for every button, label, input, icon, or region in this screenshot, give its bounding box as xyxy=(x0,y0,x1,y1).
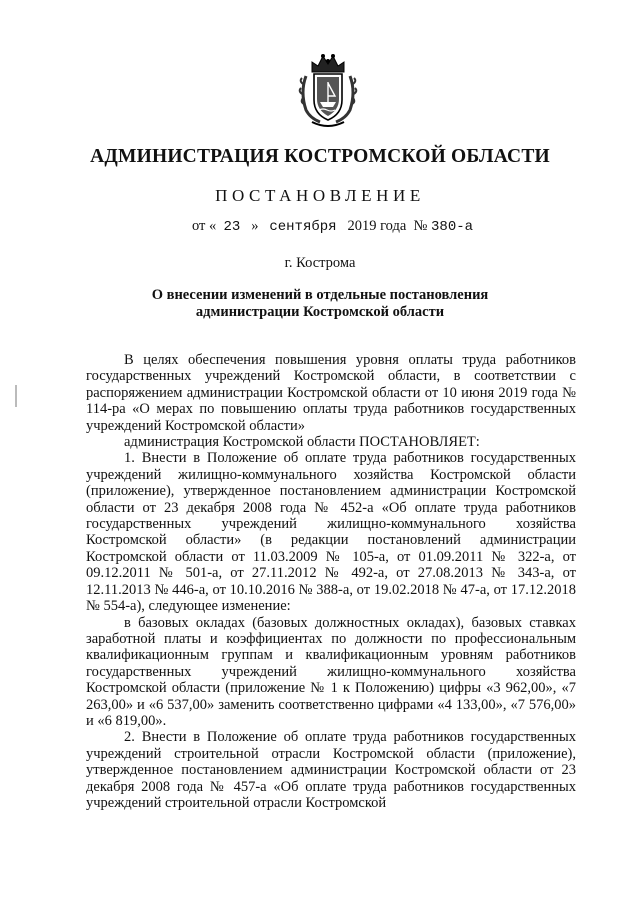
date-year: 2019 года xyxy=(347,218,407,234)
number-prefix: № xyxy=(413,218,428,234)
document-subject xyxy=(0,287,640,321)
organization-title: АДМИНИСТРАЦИЯ КОСТРОМСКОЙ ОБЛАСТИ xyxy=(90,146,550,167)
margin-mark xyxy=(15,385,17,407)
subject-line-1: О внесении изменений в отдельные постановления xyxy=(151,287,489,303)
paragraph-item-1-change: в базовых окладах (базовых должностных окладах), базовых ставках заработной платы и коэффициентах по должности по профессиональным квалификационным группам и квалификационным уровням работников государственных учреждений жилищно-коммунального хозяйства Костромской области (приложение № 1 к Положению) цифры «3 962,00», «7 263,00» и «6 537,00» заменить соответственно цифрами «4 133,00», «7 576,00» и «6 819,00». xyxy=(86,614,576,729)
paragraph-item-1: 1. Внести в Положение об оплате труда работников государственных учреждений жилищно-коммунального хозяйства Костромской области (приложение), утвержденное постановлением администрации Костромской области от 23 декабря 2008 года № 452-а «Об оплате труда работников государственных учреждений жилищно-коммунального хозяйства Костромской области» (в редакции постановлений администрации Костромской области от 11.03.2009 № 105-а, от 01.09.2011 № 322-а, от 09.12.2011 № 501-а, от 27.11.2012 № 492-а, от 27.08.2013 № 343-а, от 12.11.2013 № 446-а, от 10.10.2016 № 388-а, от 19.02.2018 № 47-а, от 17.12.2018 № 554-а), следующее изменение: xyxy=(86,450,576,615)
document-number: 380-а xyxy=(431,219,474,235)
date-day: 23 xyxy=(223,219,241,235)
city: г. Кострома xyxy=(284,255,356,271)
coat-of-arms-emblem xyxy=(298,52,358,128)
document-type: ПОСТАНОВЛЕНИЕ xyxy=(215,186,425,205)
paragraph-resolves: администрация Костромской области ПОСТАНОВЛЯЕТ: xyxy=(124,434,480,451)
subject-line-2: администрации Костромской области xyxy=(195,304,445,320)
paragraph-item-2: 2. Внести в Положение об оплате труда работников государственных учреждений строительной отрасли Костромской области (приложение), утвержденное постановлением администрации Костромской области от 23 декабря 2008 года № 457-а «Об оплате труда работников государственных учреждений строительной отрасли Костромской xyxy=(86,729,576,811)
document-body xyxy=(86,352,576,811)
date-line xyxy=(192,218,473,235)
paragraph-preamble: В целях обеспечения повышения уровня оплаты труда работников государственных учреждений Костромской области, в соответствии с распоряжением администрации Костромской области от 10 июня 2019 года № 114-ра «О мерах по повышению оплаты труда работников государственных учреждений Костромской области» xyxy=(86,352,576,434)
date-mid: » xyxy=(251,218,259,234)
date-prefix: от « xyxy=(192,218,217,234)
date-month: сентября xyxy=(269,219,337,235)
